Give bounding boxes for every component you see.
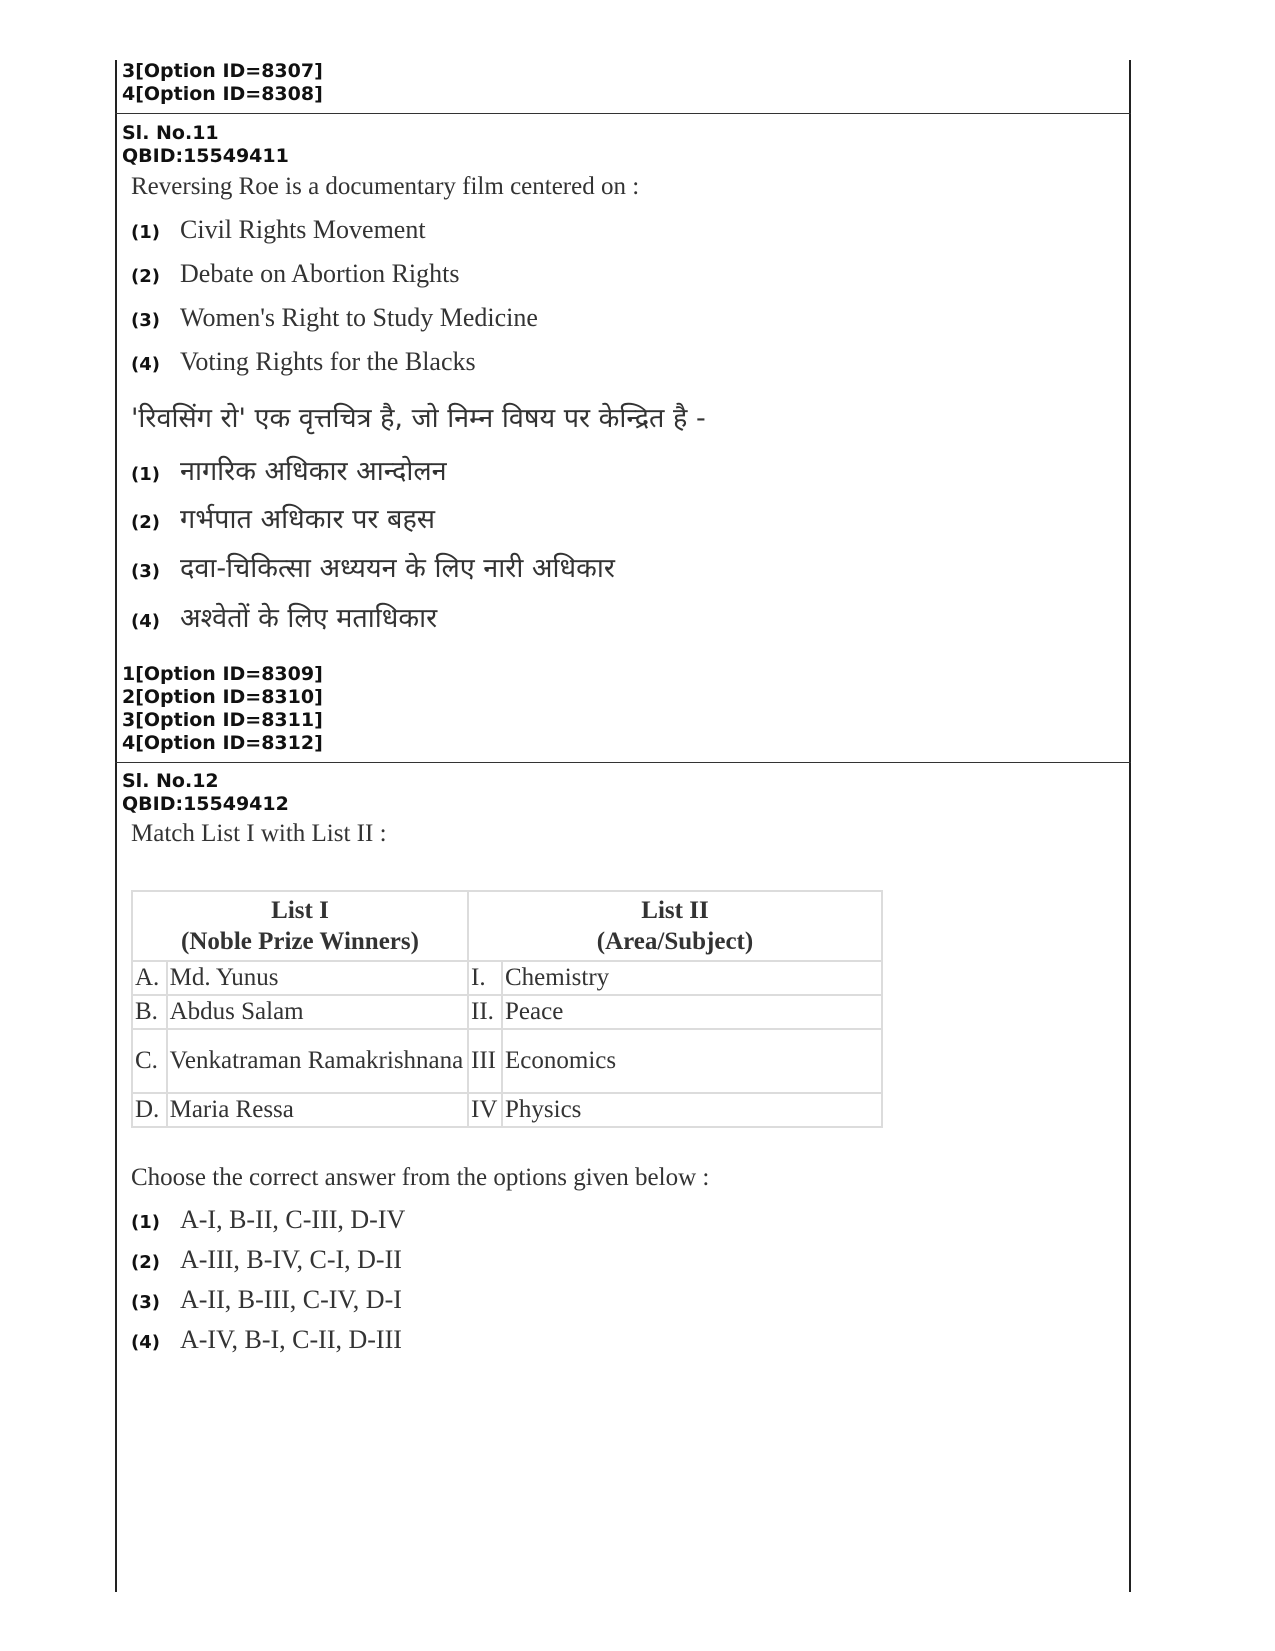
option-text: Civil Rights Movement [180,215,426,244]
instruction-text: Choose the correct answer from the options given below : [131,1164,710,1191]
option-number: (2) [131,512,160,533]
list-1-item: Md. Yunus [167,961,468,995]
option-hi [131,451,447,488]
option-number: (1) [131,1212,160,1233]
row-label: C. [132,1029,167,1093]
option-id-line: 4[Option ID=8312] [122,732,323,754]
option-text: Debate on Abortion Rights [180,259,460,288]
option-id-line: 4[Option ID=8308] [122,83,323,105]
option-id-line: 3[Option ID=8307] [122,60,323,82]
option-text: Women's Right to Study Medicine [180,303,538,332]
option-id-line: 2[Option ID=8310] [122,686,323,708]
table-row [132,995,882,1029]
question-divider [115,762,1131,763]
list-2-item: Peace [502,995,882,1029]
row-label: III [468,1029,502,1093]
question-divider [115,113,1131,114]
option-number: (3) [131,310,160,331]
row-label: II. [468,995,502,1029]
option-text: A-III, B-IV, C-I, D-II [180,1245,402,1274]
option-number: (4) [131,354,160,375]
row-label: A. [132,961,167,995]
option [131,1285,402,1315]
serial-number: Sl. No.12 [122,770,219,792]
header-title: List II [641,897,709,924]
table-header-list-2 [468,891,882,961]
table-row [132,1093,882,1127]
list-2-item: Chemistry [502,961,882,995]
option-number: (1) [131,464,160,485]
option [131,1205,405,1235]
option-number: (3) [131,561,160,582]
option-en [131,259,459,289]
header-title: List I [271,897,329,924]
header-subtitle: (Noble Prize Winners) [181,928,419,955]
match-table [131,890,883,1128]
option-en [131,347,476,377]
option-number: (4) [131,611,160,632]
row-label: IV [468,1093,502,1127]
serial-number: Sl. No.11 [122,122,219,144]
option-hi [131,598,437,635]
table-header-row [132,891,882,961]
row-label: I. [468,961,502,995]
list-1-item: Abdus Salam [167,995,468,1029]
option-id-line: 1[Option ID=8309] [122,663,323,685]
option-number: (2) [131,266,160,287]
list-1-item: Venkatraman Ramakrishnana [167,1029,468,1093]
header-subtitle: (Area/Subject) [596,928,754,955]
table-header-list-1 [132,891,468,961]
option-text: A-IV, B-I, C-II, D-III [180,1325,402,1354]
qbid: QBID:15549411 [122,145,289,167]
question-text-hi: 'रिवसिंग रो' एक वृत्तचित्र है, जो निम्न विषय पर केन्द्रित है - [131,403,706,434]
option-number: (1) [131,222,160,243]
row-label: B. [132,995,167,1029]
option-text: गर्भपात अधिकार पर बहस [180,504,436,535]
option [131,1325,402,1355]
option-hi [131,499,435,536]
option-text: Voting Rights for the Blacks [180,347,476,376]
option-number: (4) [131,1332,160,1353]
list-2-item: Physics [502,1093,882,1127]
option-en [131,303,538,333]
option-hi [131,548,615,585]
option-text: A-I, B-II, C-III, D-IV [180,1205,406,1234]
question-text-en: Reversing Roe is a documentary film centered on : [131,173,640,200]
qbid: QBID:15549412 [122,793,289,815]
option-en [131,215,426,245]
row-label: D. [132,1093,167,1127]
option-text: अश्वेतों के लिए मताधिकार [180,603,438,634]
option-number: (3) [131,1292,160,1313]
option-text: दवा-चिकित्सा अध्ययन के लिए नारी अधिकार [180,553,615,584]
list-1-item: Maria Ressa [167,1093,468,1127]
option [131,1245,402,1275]
option-text: A-II, B-III, C-IV, D-I [180,1285,402,1314]
option-number: (2) [131,1252,160,1273]
option-id-line: 3[Option ID=8311] [122,709,323,731]
list-2-item: Economics [502,1029,882,1093]
option-text: नागरिक अधिकार आन्दोलन [180,456,447,487]
table-row [132,961,882,995]
table-row [132,1029,882,1093]
question-text-en: Match List I with List II : [131,820,387,847]
